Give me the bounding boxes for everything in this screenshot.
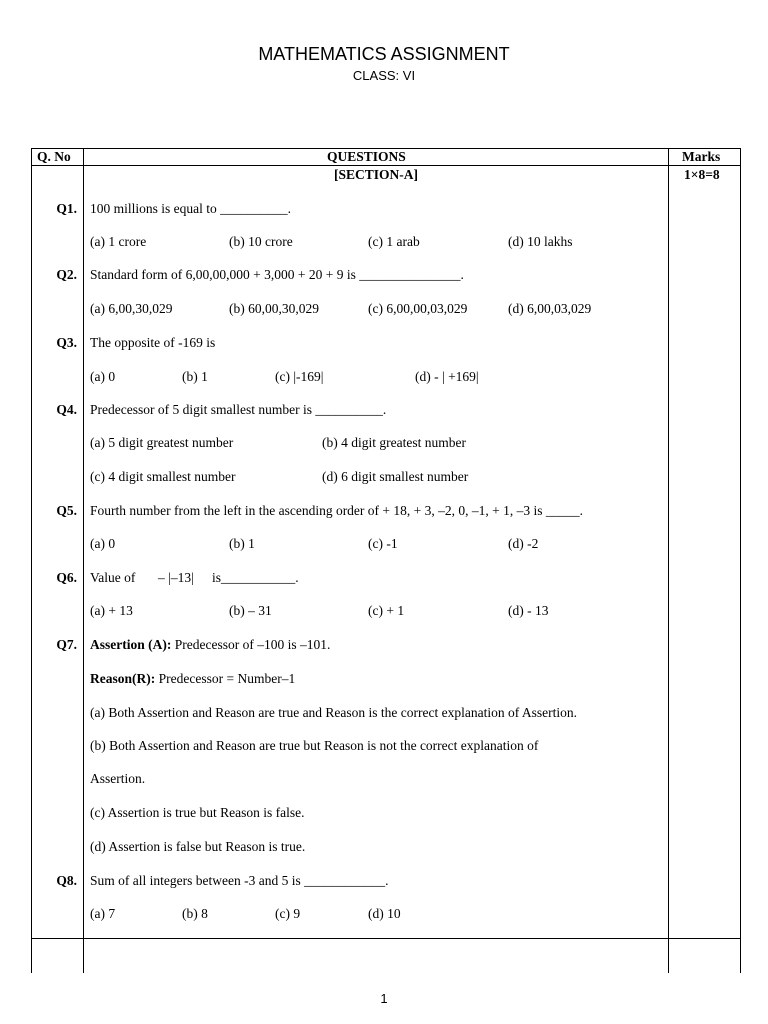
col-header-questions: QUESTIONS — [327, 149, 406, 164]
option-a: (a) 0 — [90, 536, 116, 551]
option-b: (b) 8 — [182, 906, 208, 921]
question-text: The opposite of -169 is — [90, 335, 216, 350]
page-title: MATHEMATICS ASSIGNMENT — [258, 44, 510, 64]
question-expression: – |–13| — [158, 570, 194, 585]
option-d: (d) - | +169| — [415, 369, 479, 384]
table-row-divider — [31, 938, 741, 939]
option-d: (d) 6,00,03,029 — [508, 301, 592, 316]
option-b: (b) 1 — [182, 369, 208, 384]
question-number: Q8. — [56, 873, 77, 888]
option-c: (c) |-169| — [275, 369, 324, 384]
option-c: (c) + 1 — [368, 603, 405, 618]
option-a: (a) 7 — [90, 906, 116, 921]
table-border-right — [740, 148, 741, 973]
option-c: (c) 4 digit smallest number — [90, 469, 236, 484]
option-b: (b) 1 — [229, 536, 255, 551]
assertion-line — [90, 638, 330, 652]
option-d: (d) 6 digit smallest number — [322, 469, 469, 484]
question-number: Q4. — [56, 402, 77, 417]
question-text-prefix: Value of — [90, 570, 136, 585]
question-number: Q7. — [56, 637, 77, 652]
question-text: Sum of all integers between -3 and 5 is ____________. — [90, 873, 389, 888]
option-d: (d) 10 lakhs — [508, 234, 573, 249]
table-divider-marks — [668, 148, 669, 973]
option-d: (d) - 13 — [508, 603, 549, 618]
assertion-label: Assertion (A): — [90, 637, 172, 652]
question-number: Q6. — [56, 570, 77, 585]
table-header-divider — [31, 165, 741, 166]
col-header-marks: Marks — [682, 149, 721, 164]
question-number: Q3. — [56, 335, 77, 350]
question-text-suffix: is___________. — [212, 570, 299, 585]
option-c: (c) 9 — [275, 906, 301, 921]
option-b: (b) 4 digit greatest number — [322, 435, 466, 450]
reason-label: Reason(R): — [90, 671, 156, 686]
section-marks: 1×8=8 — [684, 167, 720, 182]
question-text: Fourth number from the left in the ascending order of + 18, + 3, –2, 0, –1, + 1, –3 is _____. — [90, 503, 584, 518]
option-b: (b) 60,00,30,029 — [229, 301, 319, 316]
question-number: Q5. — [56, 503, 77, 518]
option-b: (b) – 31 — [229, 603, 272, 618]
class-label: CLASS: VI — [352, 68, 416, 83]
question-text: Predecessor of 5 digit smallest number is __________. — [90, 402, 387, 417]
reason-line — [90, 672, 295, 686]
page-number: 1 — [380, 991, 388, 1006]
option-c: (c) -1 — [368, 536, 398, 551]
option-d: (d) 10 — [368, 906, 401, 921]
option-d: (d) -2 — [508, 536, 539, 551]
option-c: (c) 1 arab — [368, 234, 420, 249]
option-b-continued: Assertion. — [90, 771, 146, 786]
option-a: (a) Both Assertion and Reason are true and Reason is the correct explanation of Assertion. — [90, 705, 577, 720]
option-c: (c) 6,00,00,03,029 — [368, 301, 468, 316]
option-a: (a) 6,00,30,029 — [90, 301, 173, 316]
option-a: (a) 5 digit greatest number — [90, 435, 234, 450]
reason-text: Predecessor = Number–1 — [158, 671, 296, 686]
option-a: (a) 0 — [90, 369, 116, 384]
table-divider-qno — [83, 148, 84, 973]
option-b: (b) 10 crore — [229, 234, 293, 249]
option-c: (c) Assertion is true but Reason is false. — [90, 805, 305, 820]
assertion-text: Predecessor of –100 is –101. — [174, 637, 331, 652]
question-text: Standard form of 6,00,00,000 + 3,000 + 20 + 9 is _______________. — [90, 267, 464, 282]
question-number: Q1. — [56, 201, 77, 216]
col-header-qno: Q. No — [37, 149, 71, 164]
section-heading: [SECTION-A] — [334, 167, 419, 182]
option-b: (b) Both Assertion and Reason are true but Reason is not the correct explanation of — [90, 738, 539, 753]
option-a: (a) 1 crore — [90, 234, 147, 249]
question-number: Q2. — [56, 267, 77, 282]
option-d: (d) Assertion is false but Reason is true. — [90, 839, 306, 854]
option-a: (a) + 13 — [90, 603, 133, 618]
question-text: 100 millions is equal to __________. — [90, 201, 291, 216]
